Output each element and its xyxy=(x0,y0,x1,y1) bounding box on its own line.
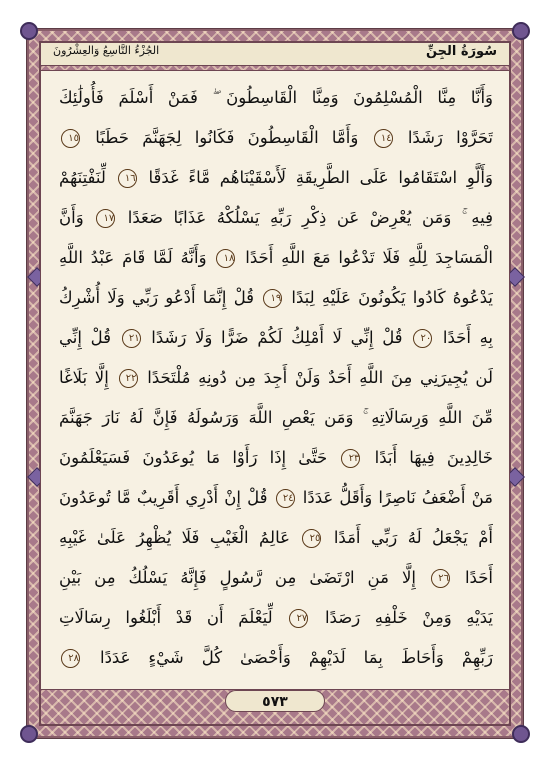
juz-label: الجُزْءُ التَّاسِعُ وَالعِشْرُونَ xyxy=(53,44,160,57)
verse-text: بِهِ أَحَدًا xyxy=(442,328,493,347)
verse-text: أَحَدًا xyxy=(464,568,493,587)
verse-text: قُلْ إِنِّي xyxy=(59,328,111,347)
ayah-number-marker: ١٩ xyxy=(263,289,282,308)
text-line xyxy=(59,161,493,195)
text-line xyxy=(59,361,493,395)
verse-text: وَأَمَّا الْقَاسِطُونَ فَكَانُوا لِجَهَنَّمَ حَطَبًا xyxy=(95,128,359,147)
verse-text: وَأَنَّهُ لَمَّا قَامَ عَبْدُ اللَّهِ xyxy=(59,248,207,267)
verse-text: لِّنَفْتِنَهُمْ xyxy=(59,168,106,187)
verse-text: لِّيَعْلَمَ أَن قَدْ أَبْلَغُوا رِسَالَاتِ xyxy=(59,608,273,627)
verse-text: إِلَّا مَنِ ارْتَضَىٰ مِن رَّسُولٍ فَإِنَّهُ يَسْلُكُ مِن بَيْنِ xyxy=(59,568,416,587)
corner-ornament-bottom-left xyxy=(20,725,38,743)
verse-text: يَدْعُوهُ كَادُوا يَكُونُونَ عَلَيْهِ لِبَدًا xyxy=(291,288,493,307)
text-line xyxy=(59,121,493,155)
surah-name: سُورَةُ الجِنِّ xyxy=(425,44,497,59)
text-line xyxy=(59,641,493,675)
text-line xyxy=(59,601,493,635)
verse-text: عَالِمُ الْغَيْبِ فَلَا يُظْهِرُ عَلَىٰ غَيْبِهِ xyxy=(59,528,290,547)
text-line xyxy=(59,201,493,235)
page-number: ٥٧٣ xyxy=(262,694,288,710)
corner-ornament-bottom-right xyxy=(512,725,530,743)
verse-text: قُلْ إِنَّمَا أَدْعُو رَبِّي وَلَا أُشْرِكُ xyxy=(59,288,255,307)
ayah-number-marker: ٢١ xyxy=(122,329,141,348)
verse-text: وَأَلَّوِ اسْتَقَامُوا عَلَى الطَّرِيقَةِ لَأَسْقَيْنَاهُم مَّاءً غَدَقًا xyxy=(148,168,493,187)
text-line xyxy=(59,521,493,555)
verse-text: مِّنَ اللَّهِ وَرِسَالَاتِهِ ۚ وَمَن يَعْصِ اللَّهَ وَرَسُولَهُ فَإِنَّ لَهُ نَارَ جَهَنَّمَ xyxy=(59,408,493,427)
text-line xyxy=(59,441,493,475)
corner-ornament-top-right xyxy=(512,22,530,40)
text-line xyxy=(59,81,493,115)
ayah-number-marker: ١٤ xyxy=(374,129,393,148)
page-header xyxy=(40,42,510,66)
verse-text: تَحَرَّوْا رَشَدًا xyxy=(407,128,493,147)
ayah-number-marker: ٢٦ xyxy=(431,569,450,588)
text-line xyxy=(59,401,493,435)
text-line xyxy=(59,561,493,595)
ayah-number-marker: ٢٤ xyxy=(276,489,295,508)
ayah-number-marker: ٢٥ xyxy=(302,529,321,548)
verse-text: وَأَنَّا مِنَّا الْمُسْلِمُونَ وَمِنَّا الْقَاسِطُونَ ۖ فَمَنْ أَسْلَمَ فَأُولَٰئِكَ xyxy=(59,88,493,107)
ayah-number-marker: ١٦ xyxy=(118,169,137,188)
quran-text-area xyxy=(40,70,510,690)
verse-text: يَدَيْهِ وَمِنْ خَلْفِهِ رَصَدًا xyxy=(324,608,493,627)
verse-text: قُلْ إِنِّي لَا أَمْلِكُ لَكُمْ ضَرًّا وَلَا رَشَدًا xyxy=(151,328,403,347)
ayah-number-marker: ٢٨ xyxy=(61,649,80,668)
verse-text: إِلَّا بَلَاغًا xyxy=(59,368,109,387)
verse-text: قُلْ إِنْ أَدْرِي أَقَرِيبٌ مَّا تُوعَدُونَ xyxy=(59,488,268,507)
ayah-number-marker: ٢٣ xyxy=(341,449,360,468)
text-line xyxy=(59,321,493,355)
page-number-badge xyxy=(225,690,325,712)
ayah-number-marker: ١٥ xyxy=(61,129,80,148)
text-line xyxy=(59,281,493,315)
verse-text: الْمَسَاجِدَ لِلَّهِ فَلَا تَدْعُوا مَعَ اللَّهِ أَحَدًا xyxy=(245,248,493,267)
ayah-number-marker: ١٧ xyxy=(96,209,115,228)
verse-text: أَمْ يَجْعَلُ لَهُ رَبِّي أَمَدًا xyxy=(333,528,493,547)
ayah-number-marker: ٢٧ xyxy=(289,609,308,628)
verse-text: فِيهِ ۚ وَمَن يُعْرِضْ عَن ذِكْرِ رَبِّهِ يَسْلُكْهُ عَذَابًا صَعَدًا xyxy=(127,208,493,227)
ayah-number-marker: ٢٠ xyxy=(413,329,432,348)
verse-text: رَبِّهِمْ وَأَحَاطَ بِمَا لَدَيْهِمْ وَأَحْصَىٰ كُلَّ شَيْءٍ عَدَدًا xyxy=(99,648,493,667)
corner-ornament-top-left xyxy=(20,22,38,40)
text-line xyxy=(59,241,493,275)
verse-text: مَنْ أَضْعَفُ نَاصِرًا وَأَقَلُّ عَدَدًا xyxy=(302,488,493,507)
ayah-number-marker: ٢٢ xyxy=(119,369,138,388)
ayah-number-marker: ١٨ xyxy=(216,249,235,268)
verse-text: خَالِدِينَ فِيهَا أَبَدًا xyxy=(374,448,493,467)
verse-text: حَتَّىٰ إِذَا رَأَوْا مَا يُوعَدُونَ فَسَيَعْلَمُونَ xyxy=(59,448,328,467)
verse-text: وَأَنَّ xyxy=(59,208,84,227)
text-line xyxy=(59,481,493,515)
verse-text: لَن يُجِيرَنِي مِنَ اللَّهِ أَحَدٌ وَلَنْ أَجِدَ مِن دُونِهِ مُلْتَحَدًا xyxy=(147,368,493,387)
